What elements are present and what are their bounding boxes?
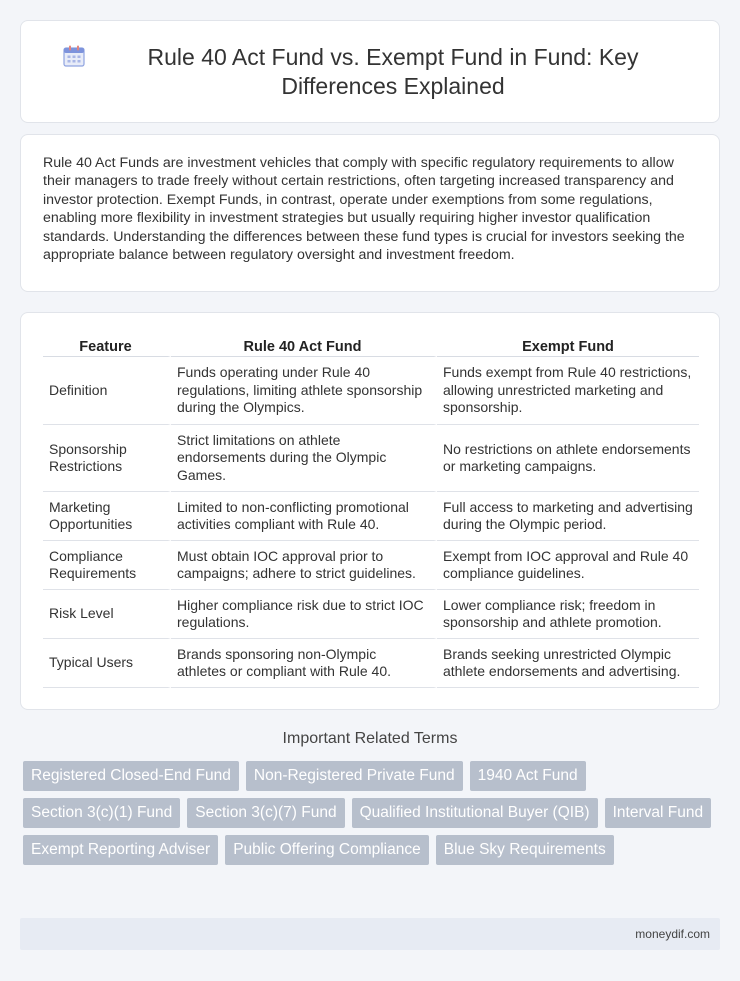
related-term-tag[interactable]: Section 3(c)(1) Fund xyxy=(23,798,180,828)
related-term-tag[interactable]: Section 3(c)(7) Fund xyxy=(187,798,344,828)
exempt-cell: Brands seeking unrestricted Olympic athlete endorsements and advertising. xyxy=(437,639,699,688)
comparison-table xyxy=(43,333,699,688)
related-term-tag[interactable]: 1940 Act Fund xyxy=(470,761,586,791)
footer xyxy=(20,918,720,950)
feature-cell: Definition xyxy=(43,357,171,425)
related-term-tag[interactable]: Registered Closed-End Fund xyxy=(23,761,239,791)
table-row xyxy=(43,541,699,590)
table-row xyxy=(43,492,699,541)
table-row xyxy=(43,357,699,425)
exempt-cell: Exempt from IOC approval and Rule 40 compliance guidelines. xyxy=(437,541,699,590)
related-term-tag[interactable]: Public Offering Compliance xyxy=(225,835,429,865)
title-card xyxy=(20,20,720,123)
feature-cell: Typical Users xyxy=(43,639,171,688)
related-terms-title: Important Related Terms xyxy=(282,730,458,747)
feature-cell: Marketing Opportunities xyxy=(43,492,171,541)
related-term-tag[interactable]: Blue Sky Requirements xyxy=(436,835,614,865)
intro-paragraph: Rule 40 Act Funds are investment vehicles that comply with specific regulatory requirements to allow their managers to trade freely without certain restrictions, often targeting increased transparency and investor protection. Exempt Funds, in contrast, operate under exemptions from some regulations, enabling more flexibility in investment strategies but usually requiring higher investor qualification standards. Understanding the differences between these fund types is crucial for investors seeking the appropriate balance between regulatory oversight and investment freedom. xyxy=(43,155,685,264)
feature-cell: Sponsorship Restrictions xyxy=(43,425,171,492)
header-exempt-fund: Exempt Fund xyxy=(437,333,699,357)
comparison-table-card xyxy=(20,312,720,710)
rule40-cell: Must obtain IOC approval prior to campaigns; adhere to strict guidelines. xyxy=(171,541,437,590)
footer-site-link[interactable]: moneydif.com xyxy=(635,927,710,941)
calendar-icon xyxy=(61,43,87,69)
intro-card xyxy=(20,134,720,292)
related-term-tag[interactable]: Non-Registered Private Fund xyxy=(246,761,463,791)
exempt-cell: Funds exempt from Rule 40 restrictions, allowing unrestricted marketing and sponsorship. xyxy=(437,357,699,425)
feature-cell: Risk Level xyxy=(43,590,171,639)
feature-cell: Compliance Requirements xyxy=(43,541,171,590)
related-term-tag[interactable]: Exempt Reporting Adviser xyxy=(23,835,218,865)
table-row xyxy=(43,425,699,492)
exempt-cell: No restrictions on athlete endorsements or marketing campaigns. xyxy=(437,425,699,492)
rule40-cell: Strict limitations on athlete endorsements during the Olympic Games. xyxy=(171,425,437,492)
related-term-tag[interactable]: Interval Fund xyxy=(605,798,711,828)
rule40-cell: Brands sponsoring non-Olympic athletes or compliant with Rule 40. xyxy=(171,639,437,688)
table-header-row xyxy=(43,333,699,357)
table-row xyxy=(43,590,699,639)
header-feature: Feature xyxy=(43,333,171,357)
table-row xyxy=(43,639,699,688)
header-rule-40-act-fund: Rule 40 Act Fund xyxy=(171,333,437,357)
page-title: Rule 40 Act Fund vs. Exempt Fund in Fund: Key Differences Explained xyxy=(147,43,639,99)
exempt-cell: Lower compliance risk; freedom in sponsorship and athlete promotion. xyxy=(437,590,699,639)
rule40-cell: Higher compliance risk due to strict IOC regulations. xyxy=(171,590,437,639)
rule40-cell: Limited to non-conflicting promotional activities compliant with Rule 40. xyxy=(171,492,437,541)
related-term-tag[interactable]: Qualified Institutional Buyer (QIB) xyxy=(352,798,598,828)
exempt-cell: Full access to marketing and advertising during the Olympic period. xyxy=(437,492,699,541)
rule40-cell: Funds operating under Rule 40 regulations, limiting athlete sponsorship during the Olympics. xyxy=(171,357,437,425)
related-terms-list xyxy=(23,761,723,872)
